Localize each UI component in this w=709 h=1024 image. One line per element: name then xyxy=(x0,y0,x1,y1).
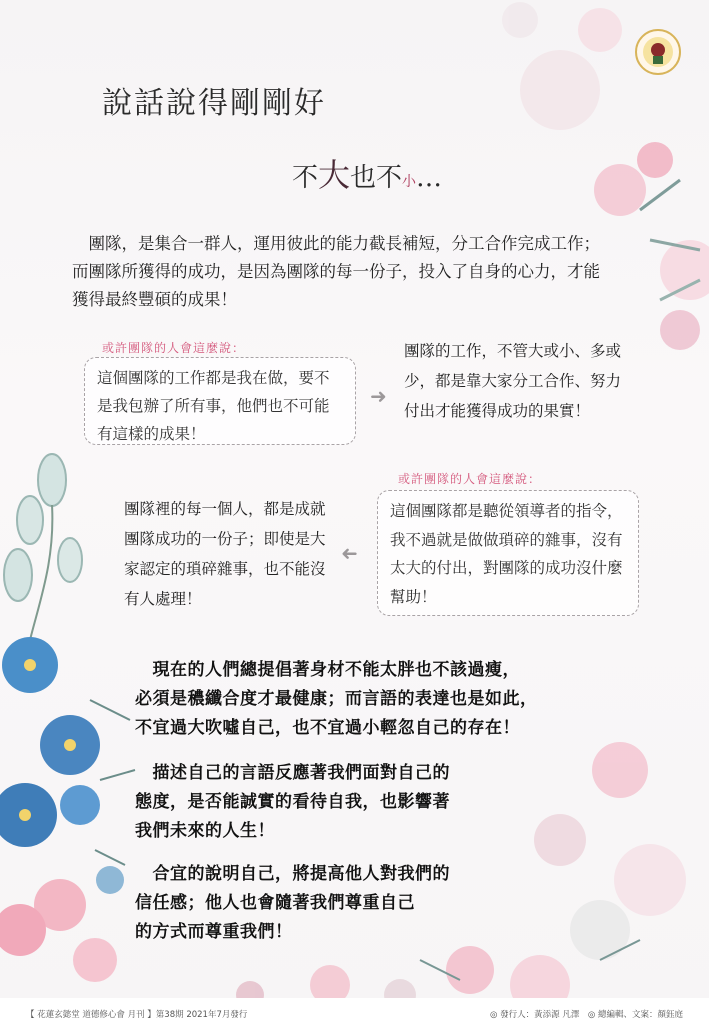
answer-text-1: 團隊的工作，不管大或小、多或少，都是靠大家分工合作、努力付出才能獲得成功的果實！ xyxy=(404,342,622,420)
intro-paragraph: 團隊，是集合一群人，運用彼此的能力截長補短，分工合作完成工作；而團隊所獲得的成功，是因為團隊的每一份子，投入了自身的心力，才能獲得最終豐碩的成果！ xyxy=(72,234,600,309)
page-subtitle: 不大也不小… xyxy=(292,156,443,194)
paragraph-3: 合宜的說明自己，將提高他人對我們的 信任感；他人也會隨著我們尊重自己 的方式而尊重我們！ xyxy=(135,864,450,942)
quote-label-1: 或許團隊的人會這麼說： xyxy=(102,341,246,355)
quote-box-2: 這個團隊都是聽從領導者的指令，我不過就是做做瑣碎的雜事，沒有太大的付出，對團隊的成功沒什麼幫助！ xyxy=(377,490,639,616)
paragraph-2: 描述自己的言語反應著我們面對自己的 態度，是否能誠實的看待自我，也影響著 我們未來的人生！ xyxy=(135,763,450,841)
footer-credits: ◎ 發行人：黃添源 凡澤 ◎ 總編輯、文案：顏鈺庭 xyxy=(490,1010,683,1020)
arrow-left-icon: ➜ xyxy=(341,541,358,565)
arrow-right-icon: ➜ xyxy=(370,384,387,408)
footer-publication-info: 【 花蓮玄懿堂 道德修心會 月刊 】第38期 2021年7月發行 xyxy=(26,1010,248,1020)
paragraph-1: 現在的人們總提倡著身材不能太胖也不該過瘦， 必須是穠纖合度才最健康；而言語的表達也是如此， 不宜過大吹噓自己，也不宜過小輕忽自己的存在！ xyxy=(135,660,538,738)
quote-label-2: 或許團隊的人會這麼說： xyxy=(398,472,542,486)
page-title: 說話說得剛剛好 xyxy=(102,86,326,121)
temple-seal-logo xyxy=(634,28,682,76)
answer-text-2: 團隊裡的每一個人，都是成就團隊成功的一份子；即使是大家認定的瑣碎雜事，也不能沒有人處理！ xyxy=(124,500,326,608)
quote-box-1: 這個團隊的工作都是我在做，要不是我包辦了所有事，他們也不可能有這樣的成果！ xyxy=(84,357,356,445)
